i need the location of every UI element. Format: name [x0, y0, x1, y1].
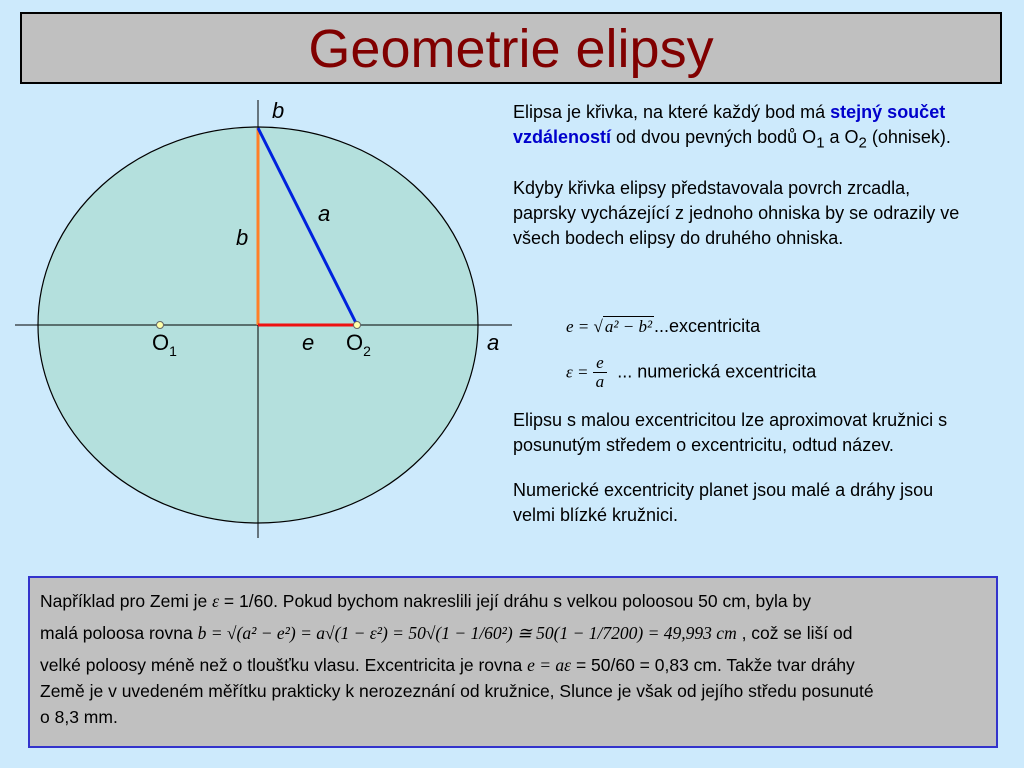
example-box	[28, 576, 998, 748]
explanation-column	[513, 100, 963, 271]
title-bar	[20, 12, 1002, 84]
formula-excentricity: e = √ a² − b² ...excentricita	[566, 316, 761, 336]
paragraph-mirror: Kdyby křivka elipsy představovala povrch zrcadla, paprsky vycházející z jednoho ohniska by se odrazily ve všech bodech elipsy do druhého ohniska.	[513, 177, 960, 248]
label-o1: $O_1$	[152, 330, 177, 359]
explanation-column-lower	[513, 408, 963, 548]
highlight-equal-sum: stejný součet vzdáleností	[513, 102, 946, 147]
example-line-3: velké poloosy méně než o tloušťku vlasu. Excentricita je rovna e = aε = 50/60 = 0,83 cm. Takže tvar dráhy	[40, 655, 855, 675]
example-line-5: o 8,3 mm.	[40, 707, 118, 727]
example-line-1: Například pro Zemi je ε = 1/60. Pokud bychom nakreslili její dráhu s velkou poloosou 50 cm, byla by	[40, 591, 811, 611]
page-title: Geometrie elipsy	[308, 19, 714, 79]
label-b-top: b	[272, 98, 285, 123]
label-b-side: b	[236, 225, 249, 250]
focus-o2-dot	[354, 322, 361, 329]
example-line-2: malá poloosa rovna b = √(a² − e²) = a√(1 − ε²) = 50√(1 − 1/60²) ≅ 50(1 − 1/7200) = 49,993 cm , což se liší od	[40, 623, 853, 643]
paragraph-approximation: Elipsu s malou excentricitou lze aproximovat kružnici s posunutým středem o excentricitu, odtud název.	[513, 410, 948, 455]
ellipse-diagram	[0, 90, 515, 550]
semi-minor-formula: b = √(a² − e²) = a√(1 − ε²) = 50√(1 − 1/60²) ≅ 50(1 − 1/7200) = 49,993 cm	[197, 623, 737, 643]
label-a-right: a	[487, 330, 500, 355]
example-line-4: Země je v uvedeném měřítku prakticky k nerozeznání od kružnice, Slunce je však od jejího středu posunuté	[40, 681, 874, 701]
focus-o1-dot	[157, 322, 164, 329]
paragraph-planets: Numerické excentricity planet jsou malé a dráhy jsou velmi blízké kružnici.	[513, 480, 934, 525]
formula-numeric-excentricity: ε = $\frac{e}{a}$ ... numerická excentricita	[566, 353, 817, 391]
label-e: e	[302, 330, 315, 355]
paragraph-definition: Elipsa je křivka, na které každý bod má stejný součet vzdáleností od dvou pevných bodů $O_1$ a $O_2$ (ohnisek).	[513, 102, 951, 152]
label-o2: $O_2$	[346, 330, 371, 359]
label-a-hypotenuse: a	[318, 201, 331, 226]
